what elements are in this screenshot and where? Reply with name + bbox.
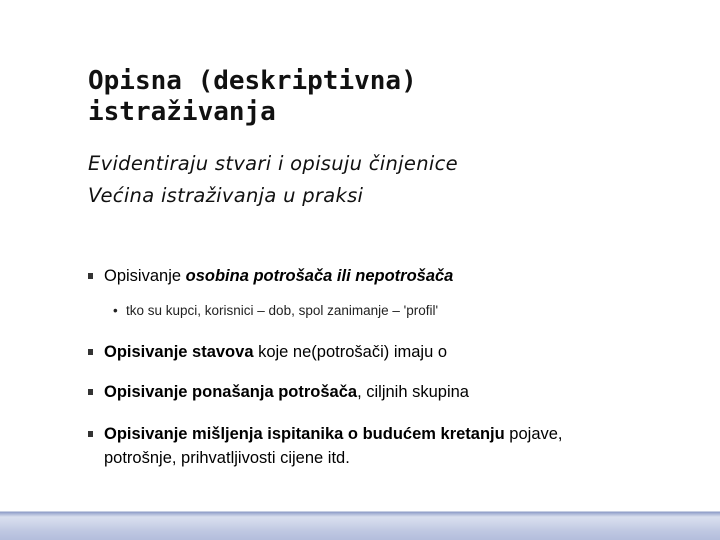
- bullet-text-emphasis: Opisivanje mišljenja ispitanika o budućem kretanju: [104, 425, 505, 443]
- bullet-text-plain: pojave,: [504, 425, 563, 443]
- square-bullet-icon: [88, 273, 93, 279]
- square-bullet-icon: [88, 389, 93, 395]
- bullet-item-1: [88, 264, 688, 288]
- bullet-text-plain: koje ne(potrošači) imaju o: [253, 343, 448, 361]
- bullet-text-continuation: potrošnje, prihvatljivosti cijene itd.: [104, 449, 350, 467]
- subtitle-line-2: Većina istraživanja u praksi: [88, 184, 364, 207]
- footer-decorative-bar: [0, 509, 720, 540]
- subtitle-line-1: Evidentiraju stvari i opisuju činjenice: [88, 152, 458, 175]
- title-line-2: istraživanja: [88, 97, 276, 127]
- bullet-text-emphasis: Opisivanje ponašanja potrošača: [104, 383, 358, 401]
- title-line-1: Opisna (deskriptivna): [88, 66, 417, 96]
- bullet-text: [104, 422, 688, 470]
- square-bullet-icon: [88, 431, 93, 437]
- bullet-item-4: [88, 422, 688, 470]
- sub-bullet-item: [113, 301, 673, 321]
- bullet-text-plain: Opisivanje: [104, 267, 186, 285]
- bullet-text: [104, 380, 688, 404]
- bullet-text-plain: , ciljnih skupina: [357, 383, 469, 401]
- round-bullet-icon: •: [113, 303, 118, 318]
- sub-bullet-text: tko su kupci, korisnici – dob, spol zanimanje – 'profil': [126, 303, 439, 318]
- bullet-item-2: [88, 340, 688, 364]
- bullet-item-3: [88, 380, 688, 404]
- square-bullet-icon: [88, 349, 93, 355]
- slide-subtitle: [88, 148, 688, 212]
- slide-title: [88, 66, 688, 128]
- bullet-text-emphasis: Opisivanje stavova: [104, 343, 254, 361]
- bullet-text-emphasis: osobina potrošača ili nepotrošača: [185, 267, 454, 285]
- bullet-text: [104, 340, 688, 364]
- bullet-text: [104, 264, 688, 288]
